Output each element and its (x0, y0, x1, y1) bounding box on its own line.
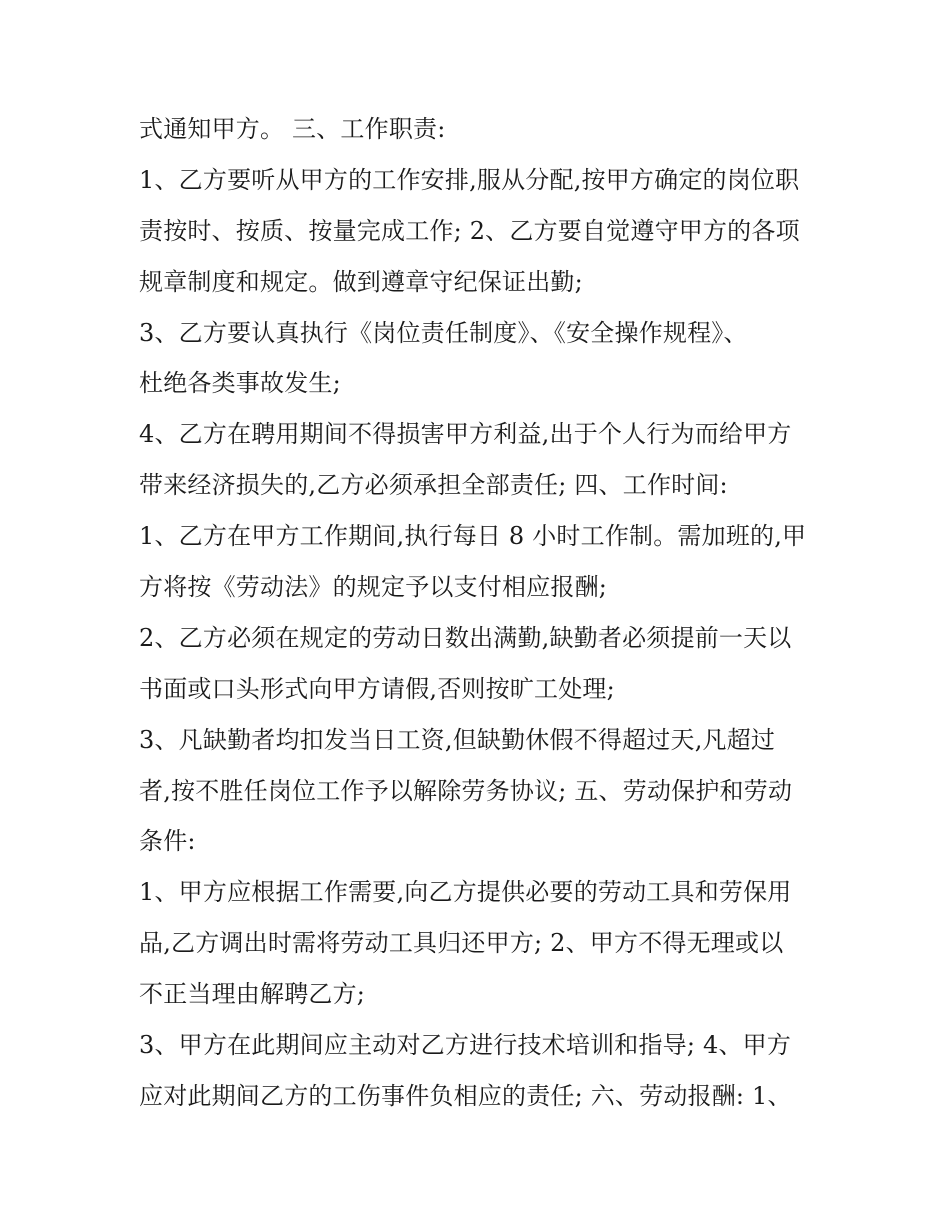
text-line-10: 方将按《劳动法》的规定予以支付相应报酬; (139, 573, 608, 602)
text-line-19: 3、甲方在此期间应主动对乙方进行技术培训和指导; 4、甲方 (139, 1031, 792, 1060)
text-line-17: 品,乙方调出时需将劳动工具归还甲方; 2、甲方不得无理或以 (139, 929, 784, 958)
text-line-9: 1、乙方在甲方工作期间,执行每日 8 小时工作制。需加班的,甲 (139, 522, 807, 551)
text-line-14: 者,按不胜任岗位工作予以解除劳务协议; 五、劳动保护和劳动 (139, 776, 793, 805)
text-line-3: 责按时、按质、按量完成工作; 2、乙方要自觉遵守甲方的各项 (139, 216, 800, 245)
text-line-4: 规章制度和规定。做到遵章守纪保证出勤; (139, 267, 583, 296)
text-line-12: 书面或口头形式向甲方请假,否则按旷工处理; (139, 674, 615, 703)
text-line-15: 条件: (139, 827, 196, 856)
text-line-18: 不正当理由解聘乙方; (139, 980, 366, 1009)
text-line-2: 1、乙方要听从甲方的工作安排,服从分配,按甲方确定的岗位职 (139, 165, 800, 194)
text-line-16: 1、甲方应根据工作需要,向乙方提供必要的劳动工具和劳保用 (139, 878, 792, 907)
text-line-13: 3、凡缺勤者均扣发当日工资,但缺勤休假不得超过天,凡超过 (139, 725, 776, 754)
text-line-7: 4、乙方在聘用期间不得损害甲方利益,出于个人行为而给甲方 (139, 420, 792, 449)
text-line-1: 式通知甲方。 三、工作职责: (139, 115, 446, 143)
document-body (139, 104, 829, 1122)
text-line-6: 杜绝各类事故发生; (139, 369, 341, 398)
text-line-8: 带来经济损失的,乙方必须承担全部责任; 四、工作时间: (139, 471, 728, 500)
text-line-11: 2、乙方必须在规定的劳动日数出满勤,缺勤者必须提前一天以 (139, 623, 792, 652)
text-line-5: 3、乙方要认真执行《岗位责任制度》、《安全操作规程》、 (139, 318, 748, 347)
text-line-20: 应对此期间乙方的工伤事件负相应的责任; 六、劳动报酬: 1、 (139, 1081, 792, 1110)
